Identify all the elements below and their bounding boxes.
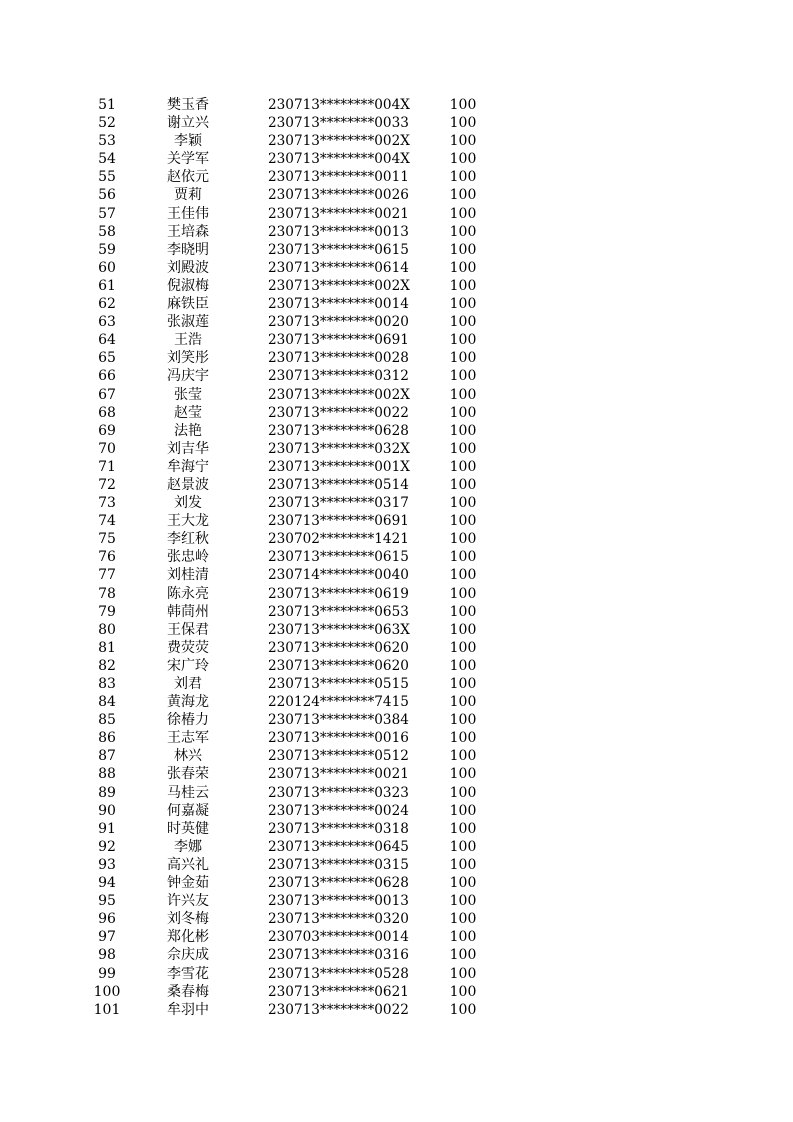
table-row bbox=[0, 603, 793, 621]
row-number: 67 bbox=[98, 386, 116, 403]
person-name: 赵莹 bbox=[174, 404, 202, 421]
row-number: 83 bbox=[98, 676, 116, 692]
amount: 100 bbox=[449, 748, 477, 765]
person-name: 佘庆成 bbox=[167, 947, 209, 964]
table-row bbox=[0, 765, 793, 783]
amount: 100 bbox=[449, 911, 477, 928]
person-name: 刘桂清 bbox=[167, 567, 209, 584]
id-number: 230713********0317 bbox=[268, 495, 409, 512]
person-name: 王保君 bbox=[167, 621, 209, 638]
person-name: 麻铁臣 bbox=[167, 296, 209, 313]
table-row bbox=[0, 983, 793, 1001]
amount: 100 bbox=[449, 603, 477, 620]
table-row bbox=[0, 892, 793, 910]
row-number: 101 bbox=[93, 1001, 121, 1018]
id-number: 230713********0316 bbox=[268, 947, 409, 964]
amount: 100 bbox=[449, 241, 477, 258]
id-number: 230713********0022 bbox=[268, 404, 409, 421]
table-row bbox=[0, 367, 793, 385]
id-number: 230713********0024 bbox=[268, 802, 409, 819]
amount: 100 bbox=[449, 277, 477, 294]
amount: 100 bbox=[449, 730, 477, 747]
id-number: 230713********0021 bbox=[268, 766, 409, 783]
id-number: 230713********0621 bbox=[268, 983, 409, 1000]
amount: 100 bbox=[449, 965, 477, 982]
person-name: 高兴礼 bbox=[167, 856, 209, 873]
person-name: 李娜 bbox=[174, 838, 202, 855]
amount: 100 bbox=[449, 621, 477, 638]
id-number: 230713********0318 bbox=[268, 820, 409, 837]
amount: 100 bbox=[449, 368, 477, 385]
person-name: 王佳伟 bbox=[167, 205, 209, 222]
person-name: 张忠岭 bbox=[167, 549, 209, 566]
row-number: 93 bbox=[98, 856, 116, 873]
amount: 100 bbox=[449, 549, 477, 566]
row-number: 65 bbox=[98, 350, 116, 367]
person-name: 宋广玲 bbox=[167, 657, 209, 674]
table-row bbox=[0, 566, 793, 584]
id-number: 230713********002X bbox=[268, 277, 410, 294]
person-name: 赵依元 bbox=[167, 169, 209, 186]
person-name: 何嘉凝 bbox=[167, 802, 209, 819]
id-number: 230713********0014 bbox=[268, 296, 409, 313]
id-number: 230713********0620 bbox=[268, 657, 409, 674]
row-number: 56 bbox=[98, 187, 116, 204]
amount: 100 bbox=[449, 205, 477, 222]
id-number: 230713********002X bbox=[268, 133, 410, 150]
table-row bbox=[0, 874, 793, 892]
person-name: 桑春梅 bbox=[167, 983, 209, 1000]
person-name: 王志军 bbox=[167, 730, 209, 747]
table-row bbox=[0, 295, 793, 313]
row-number: 66 bbox=[98, 368, 116, 385]
id-number: 230713********0691 bbox=[268, 332, 409, 349]
table-row bbox=[0, 241, 793, 259]
person-name: 时英健 bbox=[167, 820, 209, 837]
id-number: 230713********001X bbox=[268, 458, 410, 475]
amount: 100 bbox=[449, 169, 477, 186]
person-name: 刘发 bbox=[174, 495, 202, 512]
person-name: 刘吉华 bbox=[167, 440, 209, 457]
id-number: 230713********0528 bbox=[268, 965, 409, 982]
person-name: 林兴 bbox=[174, 748, 202, 765]
person-name: 马桂云 bbox=[167, 784, 209, 801]
table-row bbox=[0, 277, 793, 295]
amount: 100 bbox=[449, 133, 477, 150]
amount: 100 bbox=[449, 495, 477, 512]
row-number: 88 bbox=[98, 766, 116, 783]
id-number: 230713********0020 bbox=[268, 314, 409, 331]
amount: 100 bbox=[449, 766, 477, 783]
row-number: 62 bbox=[98, 296, 116, 313]
row-number: 68 bbox=[98, 404, 116, 421]
id-number: 230713********0315 bbox=[268, 856, 409, 873]
person-name: 倪淑梅 bbox=[167, 277, 209, 294]
row-number: 94 bbox=[98, 875, 116, 892]
table-row bbox=[0, 548, 793, 566]
person-name: 张莹 bbox=[174, 386, 202, 403]
table-row bbox=[0, 114, 793, 132]
id-number: 230713********0016 bbox=[268, 730, 409, 747]
row-number: 99 bbox=[98, 965, 116, 982]
table-row bbox=[0, 838, 793, 856]
id-number: 230713********0514 bbox=[268, 476, 409, 493]
amount: 100 bbox=[449, 875, 477, 892]
id-number: 230713********0619 bbox=[268, 585, 409, 602]
table-row bbox=[0, 693, 793, 711]
table-row bbox=[0, 802, 793, 820]
id-number: 230713********0615 bbox=[268, 241, 409, 258]
row-number: 81 bbox=[98, 639, 116, 656]
amount: 100 bbox=[449, 676, 477, 692]
amount: 100 bbox=[449, 820, 477, 837]
amount: 100 bbox=[449, 404, 477, 421]
person-name: 李颖 bbox=[174, 133, 202, 150]
person-name: 李晓明 bbox=[167, 241, 209, 258]
row-number: 82 bbox=[98, 657, 116, 674]
table-row bbox=[0, 856, 793, 874]
person-name: 冯庆宇 bbox=[167, 368, 209, 385]
person-name: 樊玉香 bbox=[167, 97, 209, 113]
row-number: 100 bbox=[93, 983, 121, 1000]
row-number: 75 bbox=[98, 531, 116, 548]
id-number: 230702********1421 bbox=[268, 531, 409, 548]
id-number: 230713********0021 bbox=[268, 205, 409, 222]
person-name: 张春荣 bbox=[167, 766, 209, 783]
row-number: 91 bbox=[98, 820, 116, 837]
id-number: 230713********0013 bbox=[268, 893, 409, 910]
amount: 100 bbox=[449, 531, 477, 548]
row-number: 72 bbox=[98, 476, 116, 493]
row-number: 71 bbox=[98, 458, 116, 475]
table-row bbox=[0, 729, 793, 747]
person-name: 陈永亮 bbox=[167, 585, 209, 602]
amount: 100 bbox=[449, 585, 477, 602]
table-row bbox=[0, 585, 793, 603]
table-row bbox=[0, 168, 793, 186]
table-row bbox=[0, 675, 793, 693]
table-row bbox=[0, 820, 793, 838]
id-number: 230713********0614 bbox=[268, 259, 409, 276]
amount: 100 bbox=[449, 458, 477, 475]
table-row bbox=[0, 910, 793, 928]
id-number: 230714********0040 bbox=[268, 567, 409, 584]
amount: 100 bbox=[449, 97, 477, 113]
row-number: 70 bbox=[98, 440, 116, 457]
table-row bbox=[0, 440, 793, 458]
table-row bbox=[0, 494, 793, 512]
row-number: 95 bbox=[98, 893, 116, 910]
amount: 100 bbox=[449, 657, 477, 674]
id-number: 230713********0384 bbox=[268, 712, 409, 729]
table-row bbox=[0, 621, 793, 639]
id-number: 230713********0026 bbox=[268, 187, 409, 204]
id-number: 230713********0628 bbox=[268, 875, 409, 892]
table-row bbox=[0, 259, 793, 277]
id-number: 230713********0033 bbox=[268, 115, 409, 132]
id-number: 230713********0323 bbox=[268, 784, 409, 801]
person-name: 徐椿力 bbox=[167, 712, 209, 729]
id-number: 230713********0645 bbox=[268, 838, 409, 855]
amount: 100 bbox=[449, 983, 477, 1000]
amount: 100 bbox=[449, 151, 477, 168]
table-row bbox=[0, 1001, 793, 1019]
person-name: 郑化彬 bbox=[167, 929, 209, 946]
row-number: 77 bbox=[98, 567, 116, 584]
person-name: 许兴友 bbox=[167, 893, 209, 910]
amount: 100 bbox=[449, 802, 477, 819]
table-row bbox=[0, 150, 793, 168]
person-name: 王浩 bbox=[174, 332, 202, 349]
amount: 100 bbox=[449, 187, 477, 204]
person-name: 黄海龙 bbox=[167, 694, 209, 711]
person-name: 张淑莲 bbox=[167, 314, 209, 331]
person-name: 王大龙 bbox=[167, 513, 209, 530]
id-number: 230703********0014 bbox=[268, 929, 409, 946]
table-row bbox=[0, 747, 793, 765]
person-name: 贾莉 bbox=[174, 187, 202, 204]
id-number: 230713********0628 bbox=[268, 422, 409, 439]
id-number: 230713********0028 bbox=[268, 350, 409, 367]
person-name: 关学军 bbox=[167, 151, 209, 168]
person-name: 刘冬梅 bbox=[167, 911, 209, 928]
row-number: 97 bbox=[98, 929, 116, 946]
table-row bbox=[0, 331, 793, 349]
table-row bbox=[0, 784, 793, 802]
person-name: 李红秋 bbox=[167, 531, 209, 548]
person-name: 费荧荧 bbox=[167, 639, 209, 656]
table-row bbox=[0, 404, 793, 422]
amount: 100 bbox=[449, 712, 477, 729]
table-row bbox=[0, 223, 793, 241]
row-number: 98 bbox=[98, 947, 116, 964]
row-number: 85 bbox=[98, 712, 116, 729]
person-name: 刘君 bbox=[174, 676, 202, 692]
amount: 100 bbox=[449, 259, 477, 276]
row-number: 79 bbox=[98, 603, 116, 620]
table-row bbox=[0, 349, 793, 367]
table-row bbox=[0, 386, 793, 404]
id-number: 230713********002X bbox=[268, 386, 410, 403]
id-number: 230713********0691 bbox=[268, 513, 409, 530]
row-number: 87 bbox=[98, 748, 116, 765]
amount: 100 bbox=[449, 476, 477, 493]
row-number: 58 bbox=[98, 223, 116, 240]
table-row bbox=[0, 476, 793, 494]
id-number: 230713********0013 bbox=[268, 223, 409, 240]
row-number: 53 bbox=[98, 133, 116, 150]
id-number: 230713********0620 bbox=[268, 639, 409, 656]
amount: 100 bbox=[449, 296, 477, 313]
person-name: 刘殿波 bbox=[167, 259, 209, 276]
row-number: 89 bbox=[98, 784, 116, 801]
amount: 100 bbox=[449, 856, 477, 873]
amount: 100 bbox=[449, 639, 477, 656]
id-number: 230713********032X bbox=[268, 440, 410, 457]
person-name: 法艳 bbox=[174, 422, 202, 439]
row-number: 73 bbox=[98, 495, 116, 512]
amount: 100 bbox=[449, 440, 477, 457]
person-name: 王培森 bbox=[167, 223, 209, 240]
row-number: 74 bbox=[98, 513, 116, 530]
amount: 100 bbox=[449, 223, 477, 240]
id-number: 230713********0653 bbox=[268, 603, 409, 620]
amount: 100 bbox=[449, 332, 477, 349]
table-row bbox=[0, 313, 793, 331]
person-name: 刘笑彤 bbox=[167, 350, 209, 367]
row-number: 59 bbox=[98, 241, 116, 258]
amount: 100 bbox=[449, 115, 477, 132]
person-name: 李雪花 bbox=[167, 965, 209, 982]
table-row bbox=[0, 96, 793, 114]
roster-table bbox=[0, 96, 793, 1019]
amount: 100 bbox=[449, 386, 477, 403]
row-number: 63 bbox=[98, 314, 116, 331]
amount: 100 bbox=[449, 893, 477, 910]
row-number: 76 bbox=[98, 549, 116, 566]
row-number: 57 bbox=[98, 205, 116, 222]
table-row bbox=[0, 512, 793, 530]
row-number: 60 bbox=[98, 259, 116, 276]
table-row bbox=[0, 186, 793, 204]
table-row bbox=[0, 657, 793, 675]
row-number: 52 bbox=[98, 115, 116, 132]
id-number: 230713********0615 bbox=[268, 549, 409, 566]
amount: 100 bbox=[449, 838, 477, 855]
id-number: 230713********0312 bbox=[268, 368, 409, 385]
row-number: 61 bbox=[98, 277, 116, 294]
person-name: 谢立兴 bbox=[167, 115, 209, 132]
id-number: 230713********0320 bbox=[268, 911, 409, 928]
table-row bbox=[0, 422, 793, 440]
amount: 100 bbox=[449, 513, 477, 530]
id-number: 220124********7415 bbox=[268, 694, 409, 711]
row-number: 64 bbox=[98, 332, 116, 349]
row-number: 80 bbox=[98, 621, 116, 638]
id-number: 230713********004X bbox=[268, 151, 410, 168]
id-number: 230713********0512 bbox=[268, 748, 409, 765]
person-name: 牟海宁 bbox=[167, 458, 209, 475]
table-row bbox=[0, 639, 793, 657]
row-number: 55 bbox=[98, 169, 116, 186]
row-number: 78 bbox=[98, 585, 116, 602]
table-row bbox=[0, 965, 793, 983]
row-number: 90 bbox=[98, 802, 116, 819]
id-number: 230713********0515 bbox=[268, 676, 409, 692]
amount: 100 bbox=[449, 350, 477, 367]
row-number: 54 bbox=[98, 151, 116, 168]
amount: 100 bbox=[449, 694, 477, 711]
row-number: 92 bbox=[98, 838, 116, 855]
table-row bbox=[0, 946, 793, 964]
row-number: 86 bbox=[98, 730, 116, 747]
row-number: 96 bbox=[98, 911, 116, 928]
amount: 100 bbox=[449, 314, 477, 331]
person-name: 钟金茹 bbox=[167, 875, 209, 892]
row-number: 51 bbox=[98, 97, 116, 113]
id-number: 230713********0022 bbox=[268, 1001, 409, 1018]
table-row bbox=[0, 928, 793, 946]
amount: 100 bbox=[449, 567, 477, 584]
amount: 100 bbox=[449, 1001, 477, 1018]
row-number: 69 bbox=[98, 422, 116, 439]
person-name: 赵景波 bbox=[167, 476, 209, 493]
row-number: 84 bbox=[98, 694, 116, 711]
person-name: 韩茼州 bbox=[167, 603, 209, 620]
id-number: 230713********0011 bbox=[268, 169, 409, 186]
amount: 100 bbox=[449, 929, 477, 946]
table-row bbox=[0, 458, 793, 476]
table-row bbox=[0, 132, 793, 150]
table-row bbox=[0, 205, 793, 223]
amount: 100 bbox=[449, 784, 477, 801]
person-name: 牟羽中 bbox=[167, 1001, 209, 1018]
id-number: 230713********063X bbox=[268, 621, 410, 638]
table-row bbox=[0, 711, 793, 729]
amount: 100 bbox=[449, 947, 477, 964]
amount: 100 bbox=[449, 422, 477, 439]
id-number: 230713********004X bbox=[268, 97, 410, 113]
table-row bbox=[0, 530, 793, 548]
